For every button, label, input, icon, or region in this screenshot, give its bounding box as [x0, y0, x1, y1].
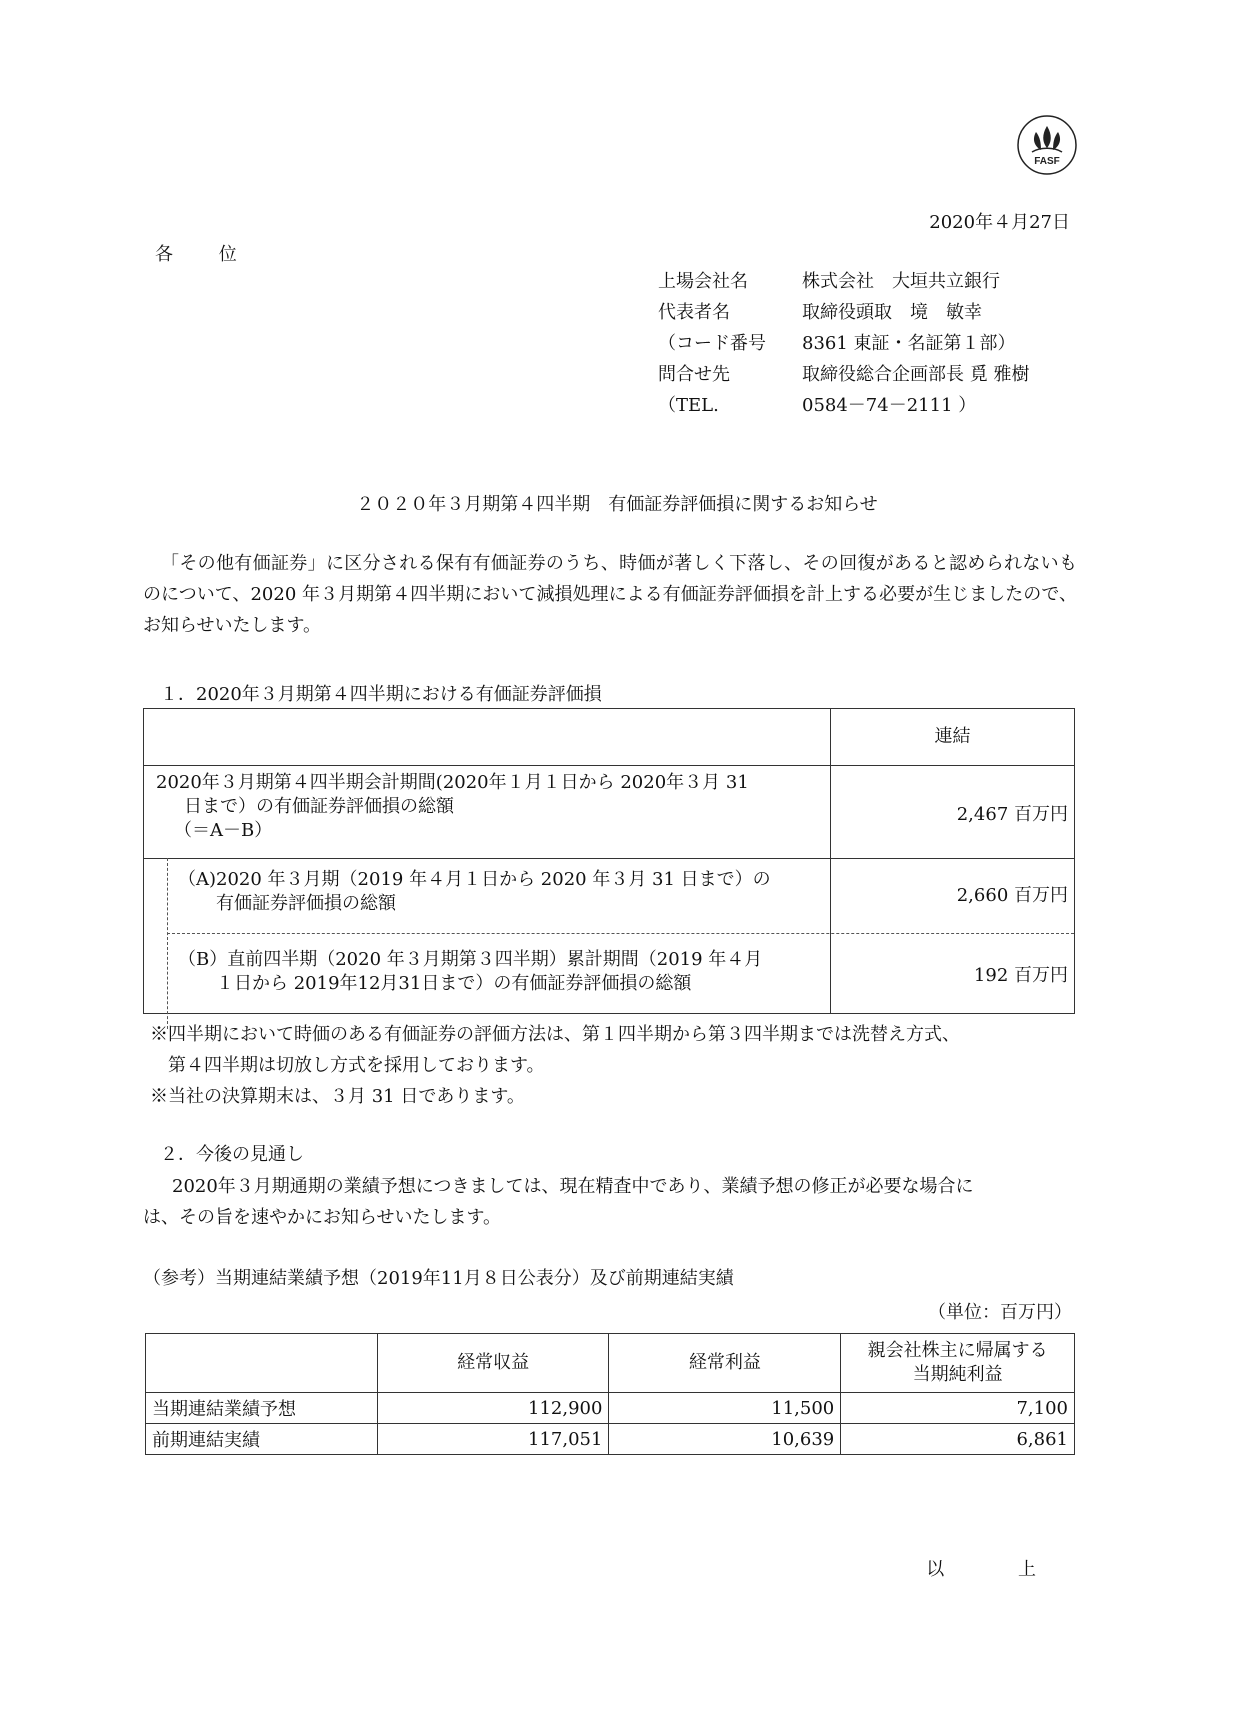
row-total-line2: 日まで）の有価証券評価損の総額 — [184, 796, 454, 817]
fasf-logo — [1016, 114, 1078, 176]
company-row: （TEL. 0584－74－2111 ） — [658, 395, 977, 416]
note-line: 第４四半期は切放し方式を採用しております。 — [150, 1055, 545, 1076]
outlook-line1: 2020年３月期通期の業績予想につきましては、現在精査中であり、業績予想の修正が必要な場合に — [172, 1176, 974, 1197]
row-b-value: 192 百万円 — [973, 965, 1068, 986]
company-row: 問合せ先 取締役総合企画部長 覓 雅樹 — [658, 364, 1030, 385]
header-blank — [146, 1334, 378, 1393]
outlook-line2: は、その旨を速やかにお知らせいたします。 — [143, 1207, 502, 1228]
row-total-line1: 2020年３月期第４四半期会計期間(2020年１月１日から 2020年３月 31 — [156, 772, 749, 793]
column-header-consolidated: 連結 — [934, 726, 971, 747]
unit-label: （単位：百万円） — [928, 1302, 1072, 1323]
impairment-table — [143, 708, 1075, 1014]
row-a-line2: 有価証券評価損の総額 — [216, 893, 396, 914]
header-net-profit: 親会社株主に帰属する 当期純利益 — [841, 1334, 1075, 1393]
company-row: 上場会社名 株式会社 大垣共立銀行 — [658, 271, 1000, 292]
section1-heading: １．2020年３月期第４四半期における有価証券評価損 — [160, 684, 602, 705]
header-ordinary-profit: 経常利益 — [609, 1334, 841, 1393]
addressee: 各 位 — [155, 244, 257, 265]
reference-heading: （参考）当期連結業績予想（2019年11月８日公表分）及び前期連結実績 — [143, 1268, 734, 1289]
note-line: ※四半期において時価のある有価証券の評価方法は、第１四半期から第３四半期までは洗替え方式、 — [150, 1024, 960, 1045]
row-b-line2: １日から 2019年12月31日まで）の有価証券評価損の総額 — [216, 973, 692, 994]
forecast-table — [145, 1333, 1075, 1455]
row-a-line1: （A)2020 年３月期（2019 年４月１日から 2020 年３月 31 日まで）の — [178, 869, 771, 890]
intro-paragraph: 「その他有価証券」に区分される保有有価証券のうち、時価が著しく下落し、その回復があると認められないものについて、2020 年３月期第４四半期において減損処理による有価証券評価損を計上する必要が生じましたので、お知らせいたします。 — [143, 553, 1077, 636]
document-date: 2020年４月27日 — [929, 212, 1070, 233]
table-row: 前期連結実績 117,051 10,639 6,861 — [146, 1424, 1075, 1455]
company-info — [658, 266, 1098, 421]
row-total-line3: （＝A－B） — [174, 820, 273, 841]
document-title: ２０２０年３月期第４四半期 有価証券評価損に関するお知らせ — [356, 494, 878, 515]
company-row: （コード番号 8361 東証・名証第１部） — [658, 333, 1016, 354]
svg-text:FASF: FASF — [1034, 156, 1060, 167]
section2-heading: ２．今後の見通し — [160, 1144, 304, 1165]
header-ordinary-income: 経常収益 — [377, 1334, 609, 1393]
row-a-value: 2,660 百万円 — [956, 885, 1068, 906]
row-total-value: 2,467 百万円 — [956, 804, 1068, 825]
note-line: ※当社の決算期末は、３月 31 日であります。 — [150, 1086, 525, 1107]
closing-mark: 以 上 — [926, 1559, 1070, 1580]
company-row: 代表者名 取締役頭取 境 敏幸 — [658, 302, 982, 323]
row-b-line1: （B）直前四半期（2020 年３月期第３四半期）累計期間（2019 年４月 — [178, 949, 763, 970]
table-row: 当期連結業績予想 112,900 11,500 7,100 — [146, 1393, 1075, 1424]
